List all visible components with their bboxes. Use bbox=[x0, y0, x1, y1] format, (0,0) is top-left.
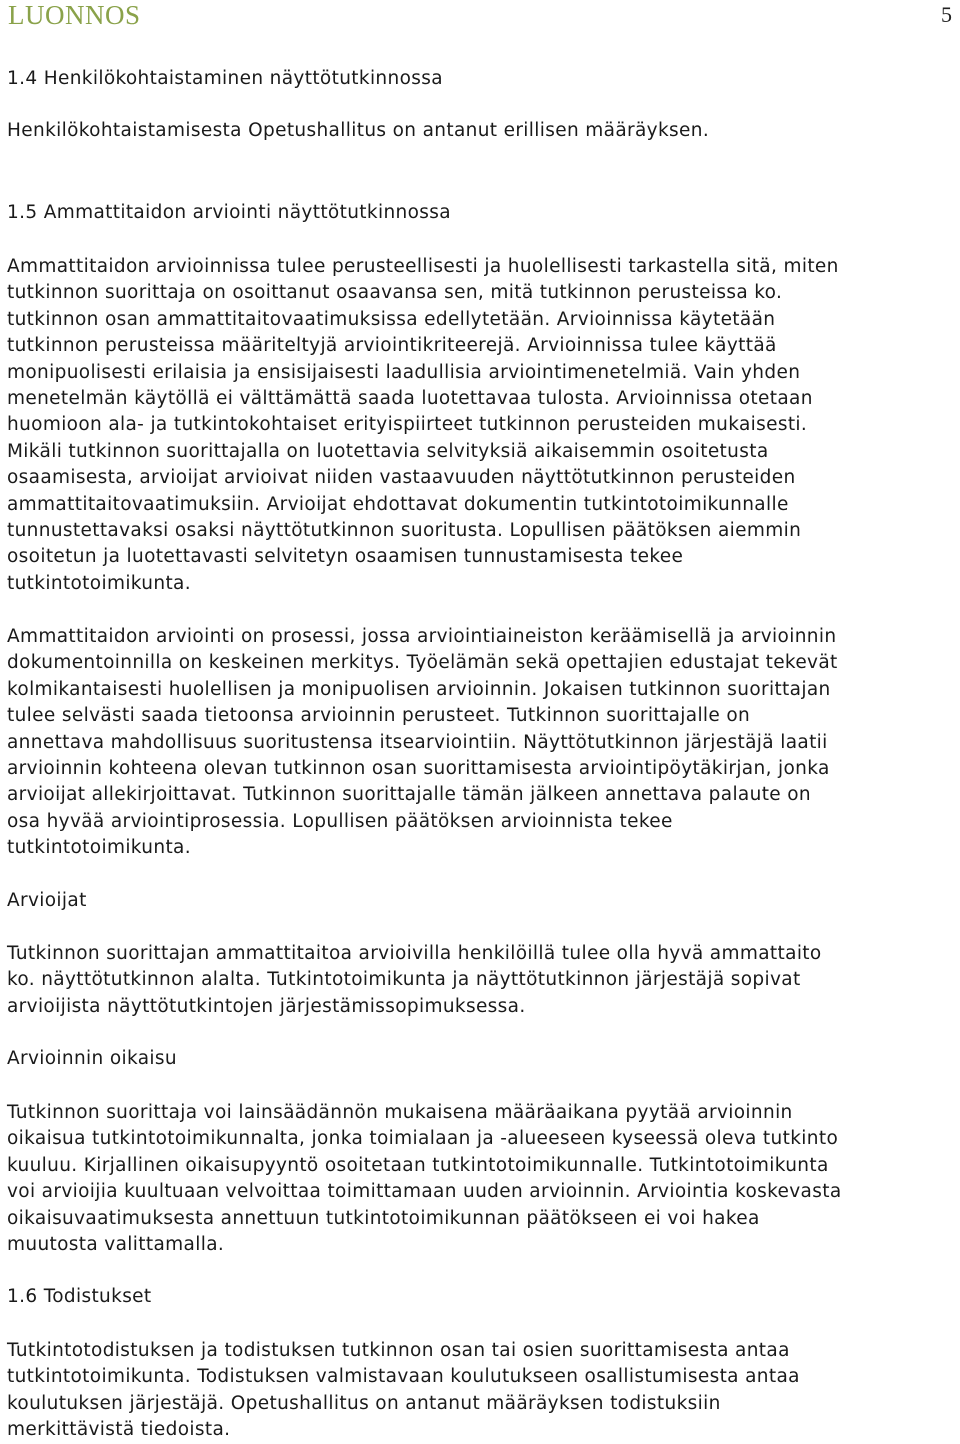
text-line: osa hyvää arviointiprosessia. Lopullisen päätöksen arvioinnista tekee bbox=[7, 810, 673, 832]
text-line: Ammattitaidon arviointi on prosessi, jossa arviointiaineiston keräämisellä ja arvioinnin bbox=[7, 626, 837, 647]
paragraph-arvioinnin-oikaisu bbox=[7, 1100, 957, 1258]
text-line: 1.6 Todistukset bbox=[7, 1286, 152, 1307]
text-line: kolmikantaisesti huolellisen ja monipuolisen arvioinnin. Jokaisen tutkinnon suorittajan bbox=[7, 678, 831, 700]
text-line: merkittävistä tiedoista. bbox=[7, 1419, 231, 1441]
text-line: menetelmän käytöllä ei välttämättä saada luotettavaa tulosta. Arvioinnissa otetaan bbox=[7, 388, 813, 410]
text-line: 1.5 Ammattitaidon arviointi näyttötutkinnossa bbox=[7, 202, 451, 223]
text-line: oikaisuvaatimuksesta annettuun tutkintotoimikunnan päätökseen ei voi hakea bbox=[7, 1207, 760, 1229]
section-heading-1-5 bbox=[7, 200, 957, 226]
text-line: arvioijat allekirjoittavat. Tutkinnon suorittajalle tämän jälkeen annettava palaute on bbox=[7, 784, 812, 806]
text-line: Ammattitaidon arvioinnissa tulee perusteellisesti ja huolellisesti tarkastella sitä, miten bbox=[7, 256, 839, 277]
text-line: koulutuksen järjestäjä. Opetushallitus on antanut määräyksen todistuksiin bbox=[7, 1392, 721, 1414]
text-line: 1.4 Henkilökohtaistaminen näyttötutkinnossa bbox=[7, 68, 443, 89]
text-line: arvioinnin kohteena olevan tutkinnon osan suorittamisesta arviointipöytäkirjan, jonka bbox=[7, 758, 830, 780]
text-line: dokumentoinnilla on keskeinen merkitys. Työelämän sekä opettajien edustajat tekevät bbox=[7, 652, 838, 674]
page-header bbox=[8, 0, 952, 32]
text-line: huomioon ala- ja tutkintokohtaiset erityispiirteet tutkinnon perusteiden mukaisesti. bbox=[7, 414, 808, 436]
text-line: Arvioijat bbox=[7, 890, 87, 911]
text-line: oikaisua tutkintotoimikunnalta, jonka toimialaan ja -alueeseen kyseessä oleva tutkinto bbox=[7, 1128, 839, 1150]
text-line: tunnustettavaksi osaksi näyttötutkinnon suoritusta. Lopullisen päätöksen aiemmin bbox=[7, 520, 802, 542]
text-line: Henkilökohtaistamisesta Opetushallitus on antanut erillisen määräyksen. bbox=[7, 120, 710, 141]
text-line: monipuolisesti erilaisia ja ensisijaisesti laadullisia arviointimenetelmiä. Vain yhden bbox=[7, 361, 801, 383]
paragraph-1-6 bbox=[7, 1338, 957, 1444]
subheading-arvioijat bbox=[7, 888, 957, 914]
text-line: tutkinnon perusteissa määriteltyjä arviointikriteerejä. Arvioinnissa tulee käyttää bbox=[7, 335, 777, 357]
text-line: tutkinnon osan ammattitaitovaatimuksissa edellytetään. Arvioinnissa käytetään bbox=[7, 308, 776, 330]
text-line: tutkinnon suorittaja on osoittanut osaavansa sen, mitä tutkinnon perusteissa ko. bbox=[7, 282, 783, 304]
text-line: ko. näyttötutkinnon alalta. Tutkintotoimikunta ja näyttötutkinnon järjestäjä sopivat bbox=[7, 969, 801, 991]
paragraph-1-4 bbox=[7, 118, 957, 144]
text-line: tutkintotoimikunta. bbox=[7, 572, 191, 594]
text-line: muutosta valittamalla. bbox=[7, 1234, 225, 1256]
text-line: Tutkinnon suorittajan ammattitaitoa arvioivilla henkilöillä tulee olla hyvä ammattaito bbox=[7, 943, 822, 964]
text-line: kuuluu. Kirjallinen oikaisupyyntö osoitetaan tutkintotoimikunnalle. Tutkintotoimikunta bbox=[7, 1154, 829, 1176]
paragraph-1-5-a bbox=[7, 254, 957, 597]
subheading-arvioinnin-oikaisu bbox=[7, 1046, 957, 1072]
paragraph-1-5-b bbox=[7, 624, 957, 862]
section-heading-1-6 bbox=[7, 1284, 957, 1310]
text-line: Mikäli tutkinnon suorittajalla on luotettavia selvityksiä aikaisemmin osoitetusta bbox=[7, 440, 769, 462]
text-line: annettava mahdollisuus suoritustensa itsearviointiin. Näyttötutkinnon järjestäjä laatii bbox=[7, 731, 828, 753]
text-line: tutkintotoimikunta. bbox=[7, 837, 191, 859]
text-line: osaamisesta, arvioijat arvioivat niiden vastaavuuden näyttötutkinnon perusteiden bbox=[7, 467, 796, 489]
text-line: Tutkintotodistuksen ja todistuksen tutkinnon osan tai osien suorittamisesta antaa bbox=[7, 1340, 790, 1361]
text-line: ammattitaitovaatimuksiin. Arvioijat ehdottavat dokumentin tutkintotoimikunnalle bbox=[7, 493, 789, 515]
text-line: Arvioinnin oikaisu bbox=[7, 1048, 177, 1069]
text-line: osoitetun ja luotettavasti selvitetyn osaamisen tunnustamisesta tekee bbox=[7, 546, 684, 568]
text-line: Tutkinnon suorittaja voi lainsäädännön mukaisena määräaikana pyytää arvioinnin bbox=[7, 1102, 793, 1123]
draft-label: LUONNOS bbox=[8, 0, 141, 30]
section-heading-1-4 bbox=[7, 66, 957, 92]
text-line: arvioijista näyttötutkintojen järjestämissopimuksessa. bbox=[7, 995, 526, 1017]
text-line: voi arvioijia kuultuaan velvoittaa toimittamaan uuden arvioinnin. Arviointia koskevasta bbox=[7, 1181, 842, 1203]
text-line: tutkintotoimikunta. Todistuksen valmistavaan koulutukseen osallistumisesta antaa bbox=[7, 1366, 800, 1388]
text-line: tulee selvästi saada tietoonsa arvioinnin perusteet. Tutkinnon suorittajalle on bbox=[7, 705, 751, 727]
page-number: 5 bbox=[941, 2, 952, 27]
paragraph-arvioijat bbox=[7, 941, 957, 1020]
